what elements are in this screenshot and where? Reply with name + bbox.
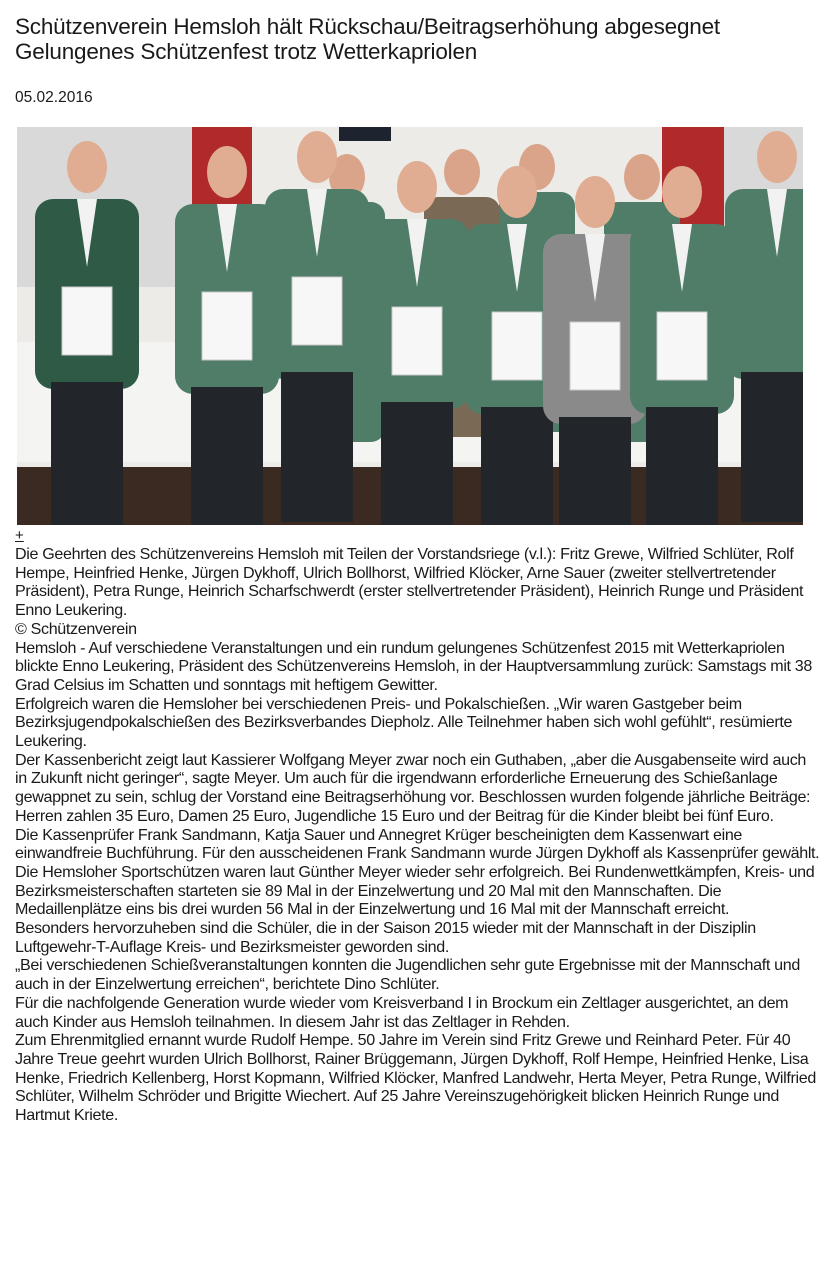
paragraph: „Bei verschiedenen Schießveranstaltungen konnten die Jugendlichen sehr gute Ergebnisse mit der Mannschaft und auch in der Einzelwertung erreichen“, berichtete Dino Schlüter. bbox=[15, 956, 800, 994]
certificate bbox=[570, 322, 620, 390]
person-head bbox=[497, 166, 537, 218]
photo-caption: Die Geehrten des Schützenvereins Hemsloh mit Teilen der Vorstandsriege (v.l.): Fritz Grewe, Wilfried Schlüter, Rolf Hempe, Heinfried Henke, Jürgen Dykhoff, Ulrich Bollhorst, Wilfried Klöcker, Arne Sauer (zweiter stellvertretender Präsident), Petra Runge, Heinrich Scharfschwerdt (erster stellvertretender Präsident), Heinrich Runge und Präsident Enno Leukering. bbox=[15, 545, 804, 620]
person-trousers bbox=[191, 387, 263, 525]
person-jacket bbox=[725, 189, 803, 379]
person-head bbox=[624, 154, 660, 200]
person-head bbox=[397, 161, 437, 213]
article-title-line1: Schützenverein Hemsloh hält Rückschau/Beitragserhöhung abgesegnet bbox=[15, 14, 720, 39]
certificate bbox=[292, 277, 342, 345]
person-head bbox=[662, 166, 702, 218]
paragraph: Erfolgreich waren die Hemsloher bei verschiedenen Preis- und Pokalschießen. „Wir waren Gastgeber beim Bezirksjugendpokalschießen des Bezirksverbandes Diepholz. Alle Teilnehmer haben sich wohl gefühlt“, resümierte Leukering. bbox=[15, 694, 793, 751]
group-photo[interactable] bbox=[17, 127, 803, 525]
paragraph: Die Hemsloher Sportschützen waren laut Günther Meyer wieder sehr erfolgreich. Bei Rundenwettkämpfen, Kreis- und Bezirksmeisterschaften starteten sie 89 Mal in der Einzelwertung und 20 Mal mit den Mannschaften. Die Medaillenplätze eins bis drei wurden 56 Mal in der Einzelwertung und 16 Mal mit der Mannschaft erreicht. bbox=[15, 862, 815, 919]
certificate bbox=[392, 307, 442, 375]
article-title bbox=[15, 14, 815, 64]
person-trousers bbox=[281, 372, 353, 522]
group-photo-image bbox=[17, 127, 803, 525]
certificate bbox=[657, 312, 707, 380]
certificate bbox=[202, 292, 252, 360]
photo-wall-sign bbox=[339, 127, 391, 141]
person-trousers bbox=[381, 402, 453, 525]
person-head bbox=[444, 149, 480, 195]
paragraph: Der Kassenbericht zeigt laut Kassierer Wolfgang Meyer zwar noch ein Guthaben, „aber die Ausgabenseite wird auch in Zukunft nicht geringer“, sagte Meyer. Um auch für die irgendwann erforderliche Erneuerung des Schießanlage gewappnet zu sein, schlug der Vorstand eine Beitragserhöhung vor. Beschlossen wurden folgende jährliche Beiträge: Herren zahlen 35 Euro, Damen 25 Euro, Jugendliche 15 Euro und der Beitrag für die Kinder bleibt bei fünf Euro. bbox=[15, 750, 811, 825]
paragraph: Die Kassenprüfer Frank Sandmann, Katja Sauer und Annegret Krüger bescheinigten dem Kassenwart eine einwandfreie Buchführung. Für den ausscheidenen Frank Sandmann wurde Jürgen Dykhoff als Kassenprüfer gewählt. bbox=[15, 825, 820, 863]
article-body bbox=[15, 545, 820, 1125]
person-trousers bbox=[559, 417, 631, 525]
person-head bbox=[297, 131, 337, 183]
person-head bbox=[575, 176, 615, 228]
person-trousers bbox=[481, 407, 553, 525]
article-title-line2: Gelungenes Schützenfest trotz Wetterkapriolen bbox=[15, 39, 478, 64]
paragraph: Für die nachfolgende Generation wurde wieder vom Kreisverband I in Brockum ein Zeltlager ausgerichtet, an dem auch Kinder aus Hemsloh teilnahmen. In diesem Jahr ist das Zeltlager in Rehden. bbox=[15, 993, 789, 1031]
person-trousers bbox=[741, 372, 803, 522]
person-trousers bbox=[646, 407, 718, 525]
person-head bbox=[207, 146, 247, 198]
enlarge-photo-link[interactable]: + bbox=[15, 527, 24, 544]
certificate bbox=[492, 312, 542, 380]
person-trousers bbox=[51, 382, 123, 525]
person-head bbox=[67, 141, 107, 193]
paragraph: Hemsloh - Auf verschiedene Veranstaltungen und ein rundum gelungenes Schützenfest 2015 mit Wetterkapriolen blickte Enno Leukering, Präsident des Schützenvereins Hemsloh, in der Hauptversammlung zurück: Samstags mit 38 Grad Celsius im Schatten und sonntags mit heftigem Gewitter. bbox=[15, 638, 812, 694]
paragraph: Besonders hervorzuheben sind die Schüler, die in der Saison 2015 wieder mit der Mannschaft in der Disziplin Luftgewehr-T-Auflage Kreis- und Bezirksmeister geworden sind. bbox=[15, 919, 756, 956]
article-date: 05.02.2016 bbox=[15, 89, 93, 106]
person-head bbox=[757, 131, 797, 183]
paragraph: Zum Ehrenmitglied ernannt wurde Rudolf Hempe. 50 Jahre im Verein sind Fritz Grewe und Reinhard Peter. Für 40 Jahre Treue geehrt wurden Ulrich Bollhorst, Rainer Brüggemann, Jürgen Dykhoff, Rolf Hempe, Heinfried Henke, Lisa Henke, Friedrich Kellenberg, Horst Kopmann, Wilfried Klöcker, Manfred Landwehr, Herta Meyer, Petra Runge, Wilfried Schlüter, Wilhelm Schröder und Brigitte Wiechert. Auf 25 Jahre Vereinszugehörigkeit blicken Heinrich Runge und Hartmut Kriete. bbox=[15, 1031, 816, 1125]
photo-credit: © Schützenverein bbox=[15, 619, 137, 638]
certificate bbox=[62, 287, 112, 355]
